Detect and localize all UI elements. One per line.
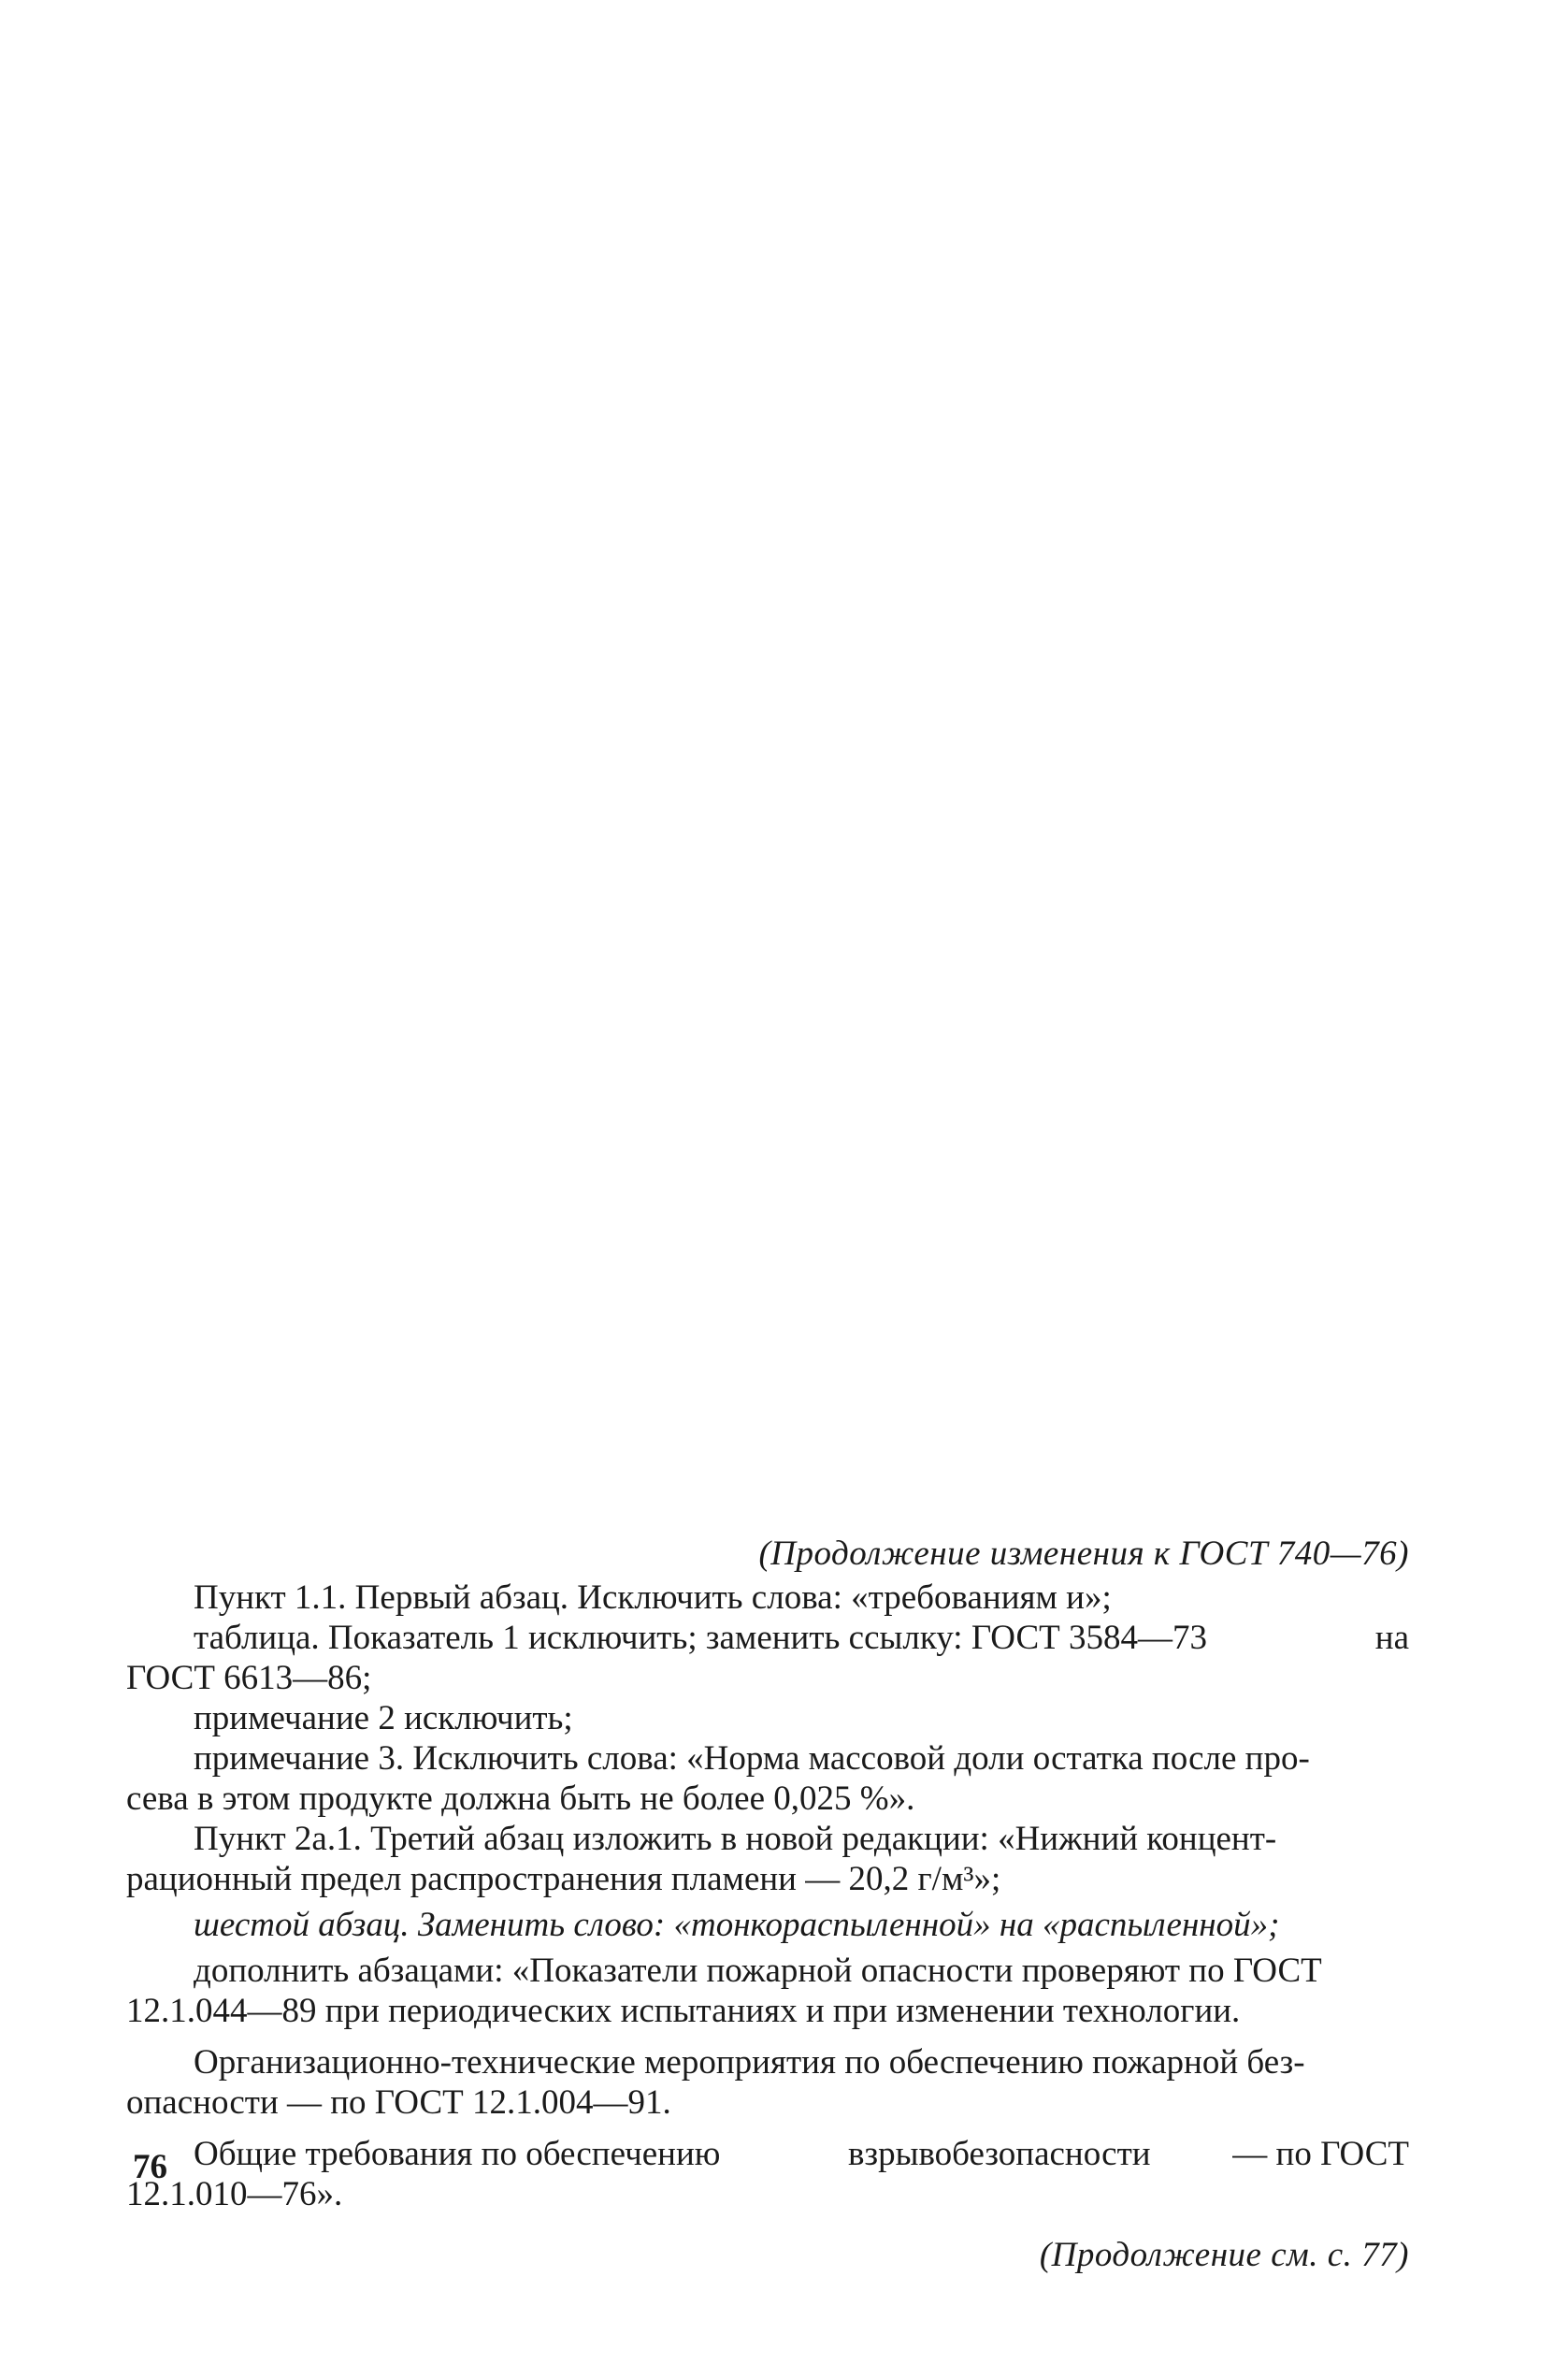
paragraph-organizational (194, 2042, 1409, 2082)
paragraph-supplement-cont (126, 1991, 1409, 2031)
paragraph-note-2 (194, 1698, 1409, 1738)
paragraph-supplement (194, 1951, 1409, 1991)
paragraph-note-3-cont (126, 1779, 1409, 1819)
text-line: 12.1.044—89 при периодических испытаниях и при изменении технологии. (126, 1992, 1241, 2030)
text-line: дополнить абзацами: «Показатели пожарной опасности проверяют по ГОСТ (194, 1952, 1322, 1990)
paragraph-item-1-1 (194, 1578, 1409, 1618)
text-line: Пункт 1.1. Первый абзац. Исключить слова: «требованиям и»; (194, 1578, 1112, 1617)
paragraph-note-3 (194, 1738, 1409, 1779)
text-line: ГОСТ 6613—86; (126, 1659, 372, 1697)
text-line: взрывобезопасности (848, 2135, 1151, 2173)
paragraph-general-cont (126, 2174, 1409, 2214)
text-line: 12.1.010—76». (126, 2175, 343, 2213)
paragraph-item-2a-1-cont (126, 1859, 1409, 1899)
text-line: сева в этом продукте должна быть не более 0,025 %». (126, 1779, 915, 1818)
continuation-footer: (Продолжение см. с. 77) (1039, 2236, 1409, 2274)
continuation-header: (Продолжение изменения к ГОСТ 740—76) (758, 1535, 1409, 1573)
text-line: опасности — по ГОСТ 12.1.004—91. (126, 2083, 671, 2122)
amendment-text (126, 1534, 1409, 2275)
text-line: примечание 3. Исключить слова: «Норма массовой доли остатка после про- (194, 1739, 1310, 1778)
text-line: Пункт 2а.1. Третий абзац изложить в новой редакции: «Нижний концент- (194, 1820, 1277, 1858)
text-line: таблица. Показатель 1 исключить; заменить ссылку: ГОСТ 3584—73 (194, 1619, 1207, 1657)
paragraph-item-2a-1 (194, 1819, 1409, 1859)
paragraph-sixth (194, 1905, 1409, 1945)
text-line: рационный предел распространения пламени — 20,2 г/м³»; (126, 1860, 1001, 1898)
paragraph-general (194, 2134, 1409, 2174)
text-line: Общие требования по обеспечению (194, 2135, 721, 2173)
text-line-end: на (1374, 1619, 1409, 1657)
text-line: шестой абзац. Заменить слово: «тонкораспыленной» на «распыленной»; (194, 1906, 1280, 1944)
text-line-end: — по ГОСТ (1232, 2135, 1409, 2173)
page-number: 76 (133, 2148, 167, 2186)
paragraph-organizational-cont (126, 2082, 1409, 2123)
text-line: примечание 2 исключить; (194, 1699, 573, 1737)
text-line: Организационно-технические мероприятия по обеспечению пожарной без- (194, 2043, 1305, 2082)
paragraph-table-cont (126, 1658, 1409, 1698)
paragraph-table (194, 1618, 1409, 1658)
